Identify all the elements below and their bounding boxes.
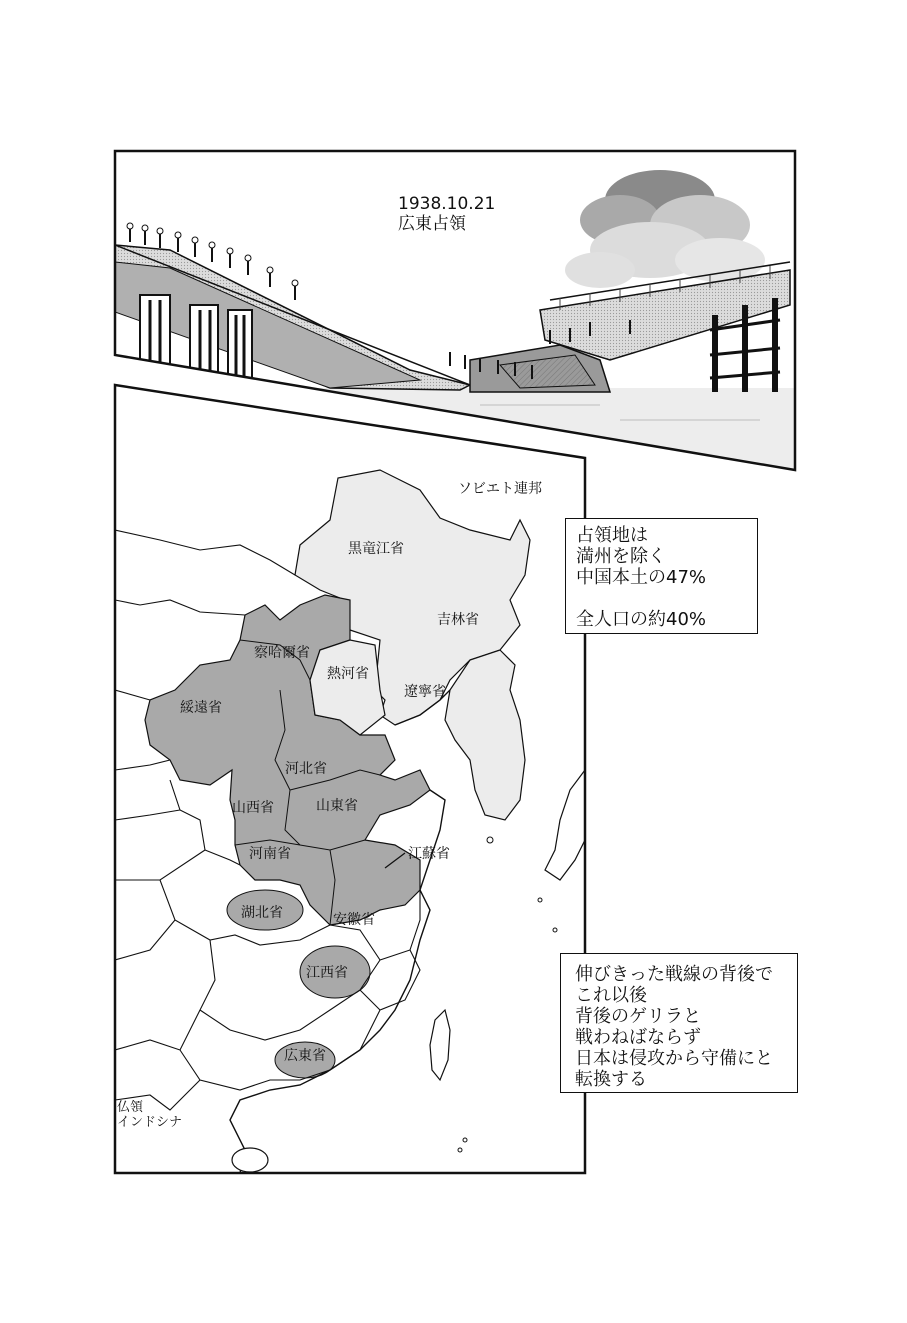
- label-heilongjiang: 黒竜江省: [348, 541, 404, 557]
- guerrilla-line-3: 背後のゲリラと: [575, 1006, 701, 1027]
- label-liaoning: 遼寧省: [404, 684, 446, 700]
- guerrilla-line-2: これ以後: [575, 985, 647, 1006]
- info-line-2: 満州を除く: [576, 546, 666, 567]
- label-jilin: 吉林省: [437, 612, 479, 628]
- label-henan: 河南省: [249, 846, 291, 862]
- guerrilla-line-1: 伸びきった戦線の背後で: [575, 964, 773, 985]
- guerrilla-line-5: 日本は侵攻から守備にと: [575, 1048, 773, 1069]
- label-anhui: 安徽省: [333, 912, 375, 928]
- label-shandong: 山東省: [316, 798, 358, 814]
- label-shanxi: 山西省: [232, 800, 274, 816]
- info-line-3: 中国本土の47%: [576, 567, 707, 588]
- label-suiyuan: 綏遠省: [180, 700, 222, 716]
- info-box-occupation: [565, 518, 758, 634]
- info-line-4: [576, 588, 747, 609]
- info-box-guerrilla: [560, 953, 798, 1093]
- label-hubei: 湖北省: [241, 905, 283, 921]
- label-soviet-union: ソビエト連邦: [458, 481, 542, 497]
- label-hebei: 河北省: [285, 761, 327, 777]
- info-line-1: 占領地は: [576, 525, 648, 546]
- china-map: [115, 385, 585, 1175]
- label-jiangsu: 江蘇省: [408, 846, 450, 862]
- label-rehe: 熱河省: [327, 666, 369, 682]
- label-jiangxi: 江西省: [306, 965, 348, 981]
- label-chahar: 察哈爾省: [254, 645, 310, 661]
- label-indochina-2: インドシナ: [117, 1115, 183, 1130]
- guerrilla-line-4: 戦わねばならず: [575, 1027, 701, 1048]
- info-line-5: 全人口の約40%: [576, 609, 707, 630]
- guerrilla-line-6: 転換する: [575, 1069, 647, 1090]
- caption-date: 1938.10.21: [398, 194, 496, 214]
- caption-title: 広東占領: [398, 214, 466, 234]
- hainan: [232, 1148, 268, 1172]
- label-indochina-1: 仏領: [117, 1100, 144, 1115]
- label-guangdong: 広東省: [284, 1048, 326, 1064]
